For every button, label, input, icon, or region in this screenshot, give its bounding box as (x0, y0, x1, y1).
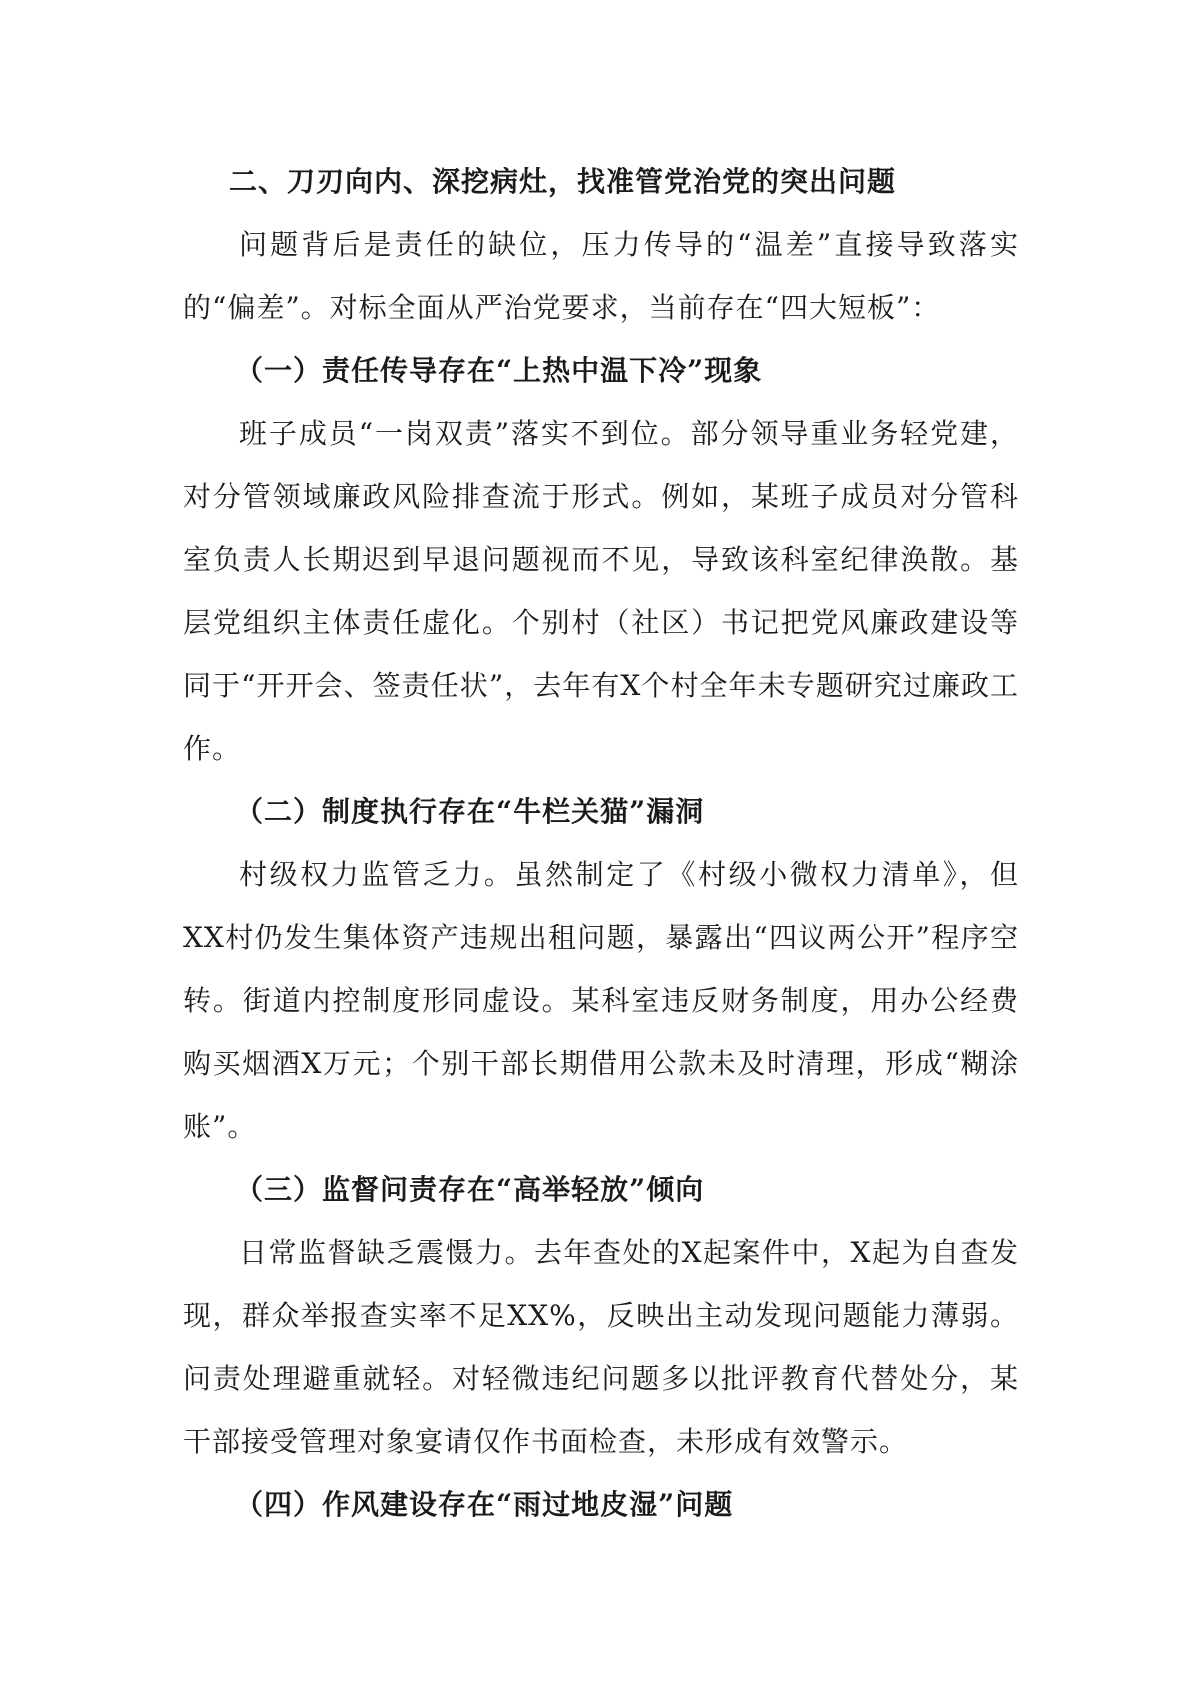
subsection-heading-2: （二）制度执行存在“牛栏关猫”漏洞 (235, 795, 705, 828)
subsection-body-3: 日常监督缺乏震慑力。去年查处的X起案件中，X起为自查发现，群众举报查实率不足XX%，反映出主动发现问题能力薄弱。问责处理避重就轻。对轻微违纪问题多以批评教育代替处分，某干部接受管理对象宴请仅作书面检查，未形成有效警示。 (183, 1236, 1019, 1458)
subsection-body-1: 班子成员“一岗双责”落实不到位。部分领导重业务轻党建，对分管领域廉政风险排查流于形式。例如，某班子成员对分管科室负责人长期迟到早退问题视而不见，导致该科室纪律涣散。基层党组织主体责任虚化。个别村（社区）书记把党风廉政建设等同于“开开会、签责任状”，去年有X个村全年未专题研究过廉政工作。 (183, 417, 1019, 765)
section-title: 二、刀刃向内、深挖病灶，找准管党治党的突出问题 (229, 165, 897, 198)
intro-paragraph: 问题背后是责任的缺位，压力传导的“温差”直接导致落实的“偏差”。对标全面从严治党要求，当前存在“四大短板”： (183, 228, 1019, 324)
subsection-heading-4: （四）作风建设存在“雨过地皮湿”问题 (235, 1488, 734, 1521)
subsection-heading-3: （三）监督问责存在“高举轻放”倾向 (235, 1173, 705, 1206)
subsection-heading-1: （一）责任传导存在“上热中温下冷”现象 (235, 354, 763, 387)
subsection-body-2: 村级权力监管乏力。虽然制定了《村级小微权力清单》，但XX村仍发生集体资产违规出租问题，暴露出“四议两公开”程序空转。街道内控制度形同虚设。某科室违反财务制度，用办公经费购买烟酒X万元；个别干部长期借用公款未及时清理，形成“糊涂账”。 (183, 858, 1019, 1143)
document-content (183, 150, 1019, 1536)
